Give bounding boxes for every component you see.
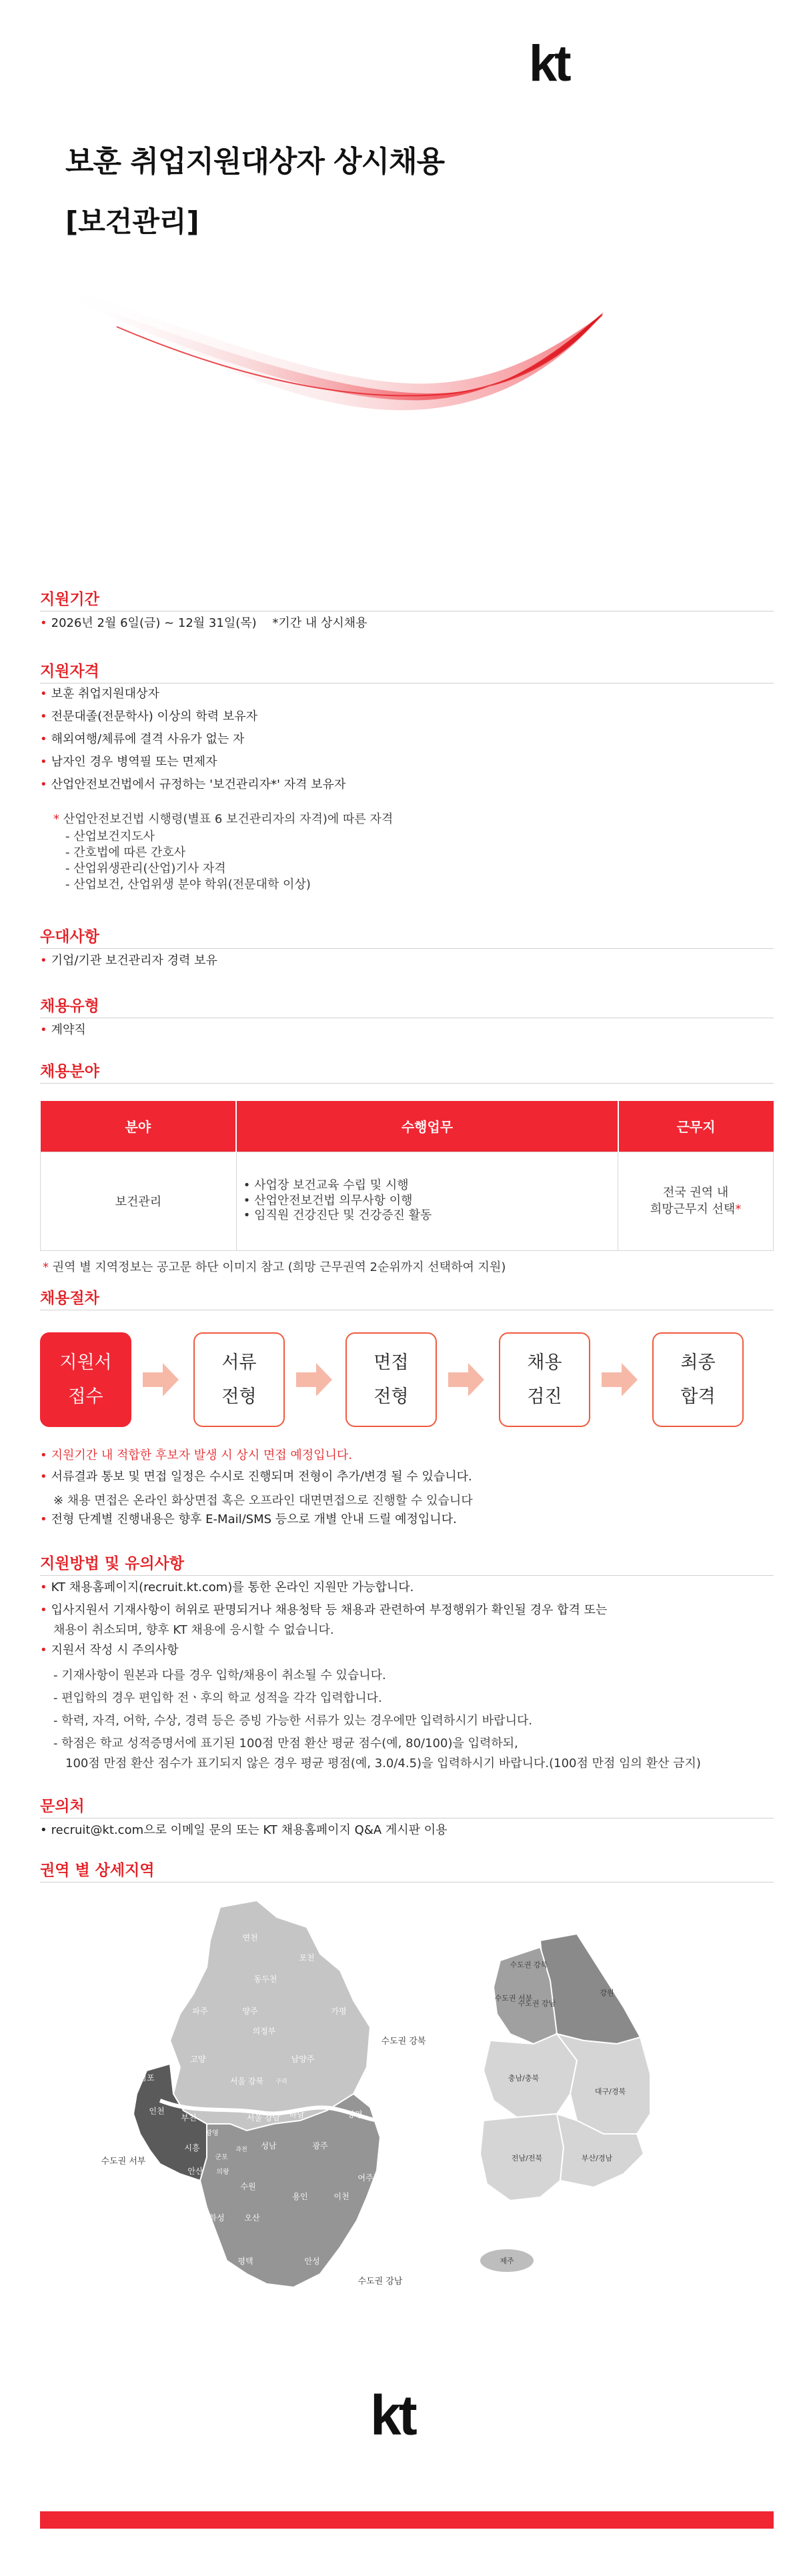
contact-text: • recruit@kt.com으로 이메일 문의 또는 KT 채용홈페이지 Q&A 게시판 이용	[40, 1823, 448, 1837]
table-row	[41, 1152, 774, 1250]
section-title-regions: 권역 별 상세지역	[40, 1862, 155, 1879]
method-item: - 기재사항이 원본과 다를 경우 입학/채용이 취소될 수 있습니다.	[53, 1668, 386, 1682]
zone-label-south: 수도권 강남	[357, 2277, 403, 2287]
map-label: 광명	[205, 2130, 219, 2137]
map-label: 성남	[261, 2141, 277, 2151]
map-label: 수원	[240, 2182, 256, 2191]
capital-region-map	[101, 1900, 480, 2327]
section-title-preference: 우대사항	[40, 928, 99, 946]
map-label: 안성	[304, 2257, 320, 2266]
map-label: 수도권 강북	[510, 1961, 548, 1969]
table-cell-location: 전국 권역 내 희망근무지 선택*	[618, 1152, 774, 1250]
duty-item: • 임직원 건강진단 및 건강증진 활동	[243, 1208, 432, 1223]
preference-item: • 기업/기관 보건관리자 경력 보유	[40, 954, 217, 968]
qualification-footnote-item: - 산업위생관리(산업)기사 자격	[65, 862, 226, 876]
kt-logo-bottom	[370, 2384, 415, 2447]
korea-region-map	[477, 1934, 697, 2281]
map-label: 화성	[209, 2213, 225, 2223]
zone-label-north: 수도권 강북	[381, 2037, 426, 2047]
zone-label-west: 수도권 서부	[101, 2157, 146, 2167]
arrow-right-icon	[602, 1363, 638, 1396]
section-divider	[40, 1575, 774, 1576]
qualification-item: • 전문대졸(전문학사) 이상의 학력 보유자	[40, 710, 258, 724]
map-label: 양주	[242, 2007, 258, 2016]
map-label: 고양	[190, 2055, 206, 2064]
map-label: 하남	[289, 2110, 305, 2119]
process-note: • 전형 단계별 진행내용은 향후 E-Mail/SMS 등으로 개별 안내 드릴 예정입니다.	[40, 1512, 457, 1526]
method-item: - 편입학의 경우 편입학 전ㆍ후의 학교 성적을 각각 입력합니다.	[53, 1691, 382, 1705]
arrow-right-icon	[448, 1363, 484, 1396]
period-date: 2026년 2월 6일(금) ~ 12월 31일(목)	[51, 616, 257, 630]
arrow-right-icon	[143, 1363, 179, 1396]
qualification-footnote-item: - 산업보건, 산업위생 분야 학위(전문대학 이상)	[65, 878, 311, 892]
footer-bar	[40, 2511, 774, 2529]
page-subtitle: [보건관리]	[65, 205, 199, 238]
map-label: 전남/전북	[511, 2154, 543, 2163]
kt-logo	[529, 35, 569, 92]
qualification-item: • 보훈 취업지원대상자	[40, 687, 159, 701]
method-item: • 지원서 작성 시 주의사항	[40, 1643, 179, 1657]
map-label: 구리	[275, 2079, 287, 2085]
table-header-location: 근무지	[618, 1101, 774, 1152]
page-title: 보훈 취업지원대상자 상시채용	[65, 145, 445, 179]
method-item: • KT 채용홈페이지(recruit.kt.com)를 통한 온라인 지원만 가능합니다.	[40, 1580, 414, 1594]
map-label: 수도권 서부	[494, 1994, 533, 2003]
map-label: 안산	[187, 2167, 203, 2176]
section-title-contact: 문의처	[40, 1798, 85, 1815]
method-item: • 입사지원서 기재사항이 허위로 판명되거나 채용청탁 등 채용과 관련하여 부정행위가 확인될 경우 합격 또는	[40, 1603, 608, 1617]
map-label: 제주	[500, 2257, 514, 2265]
section-title-process: 채용절차	[40, 1290, 99, 1307]
map-label: 인천	[149, 2107, 165, 2116]
table-header-field: 분야	[41, 1101, 237, 1152]
map-label: 의정부	[252, 2027, 276, 2036]
kt-logo-text: kt	[529, 35, 569, 92]
method-item: - 학점은 학교 성적증명서에 표기된 100점 만점 환산 평균 점수(예, 80/100)을 입력하되,	[53, 1736, 518, 1750]
map-label: 여주	[357, 2173, 373, 2183]
map-label: 평택	[237, 2257, 253, 2266]
table-cell-duty	[236, 1152, 618, 1250]
map-label: 용인	[292, 2192, 308, 2201]
duty-item: • 사업장 보건교육 수립 및 시행	[243, 1178, 409, 1193]
qualification-footnote-item: - 간호법에 따른 간호사	[65, 846, 186, 860]
kt-logo-text: kt	[370, 2384, 415, 2447]
method-item: 채용이 취소되며, 향후 KT 채용에 응시할 수 없습니다.	[53, 1623, 334, 1637]
qualification-item: • 산업안전보건법에서 규정하는 '보건관리자*' 자격 보유자	[40, 778, 346, 792]
map-label: 강원	[600, 1989, 614, 1997]
arrow-right-icon	[296, 1363, 332, 1396]
qualification-item: • 해외여행/체류에 결격 사유가 없는 자	[40, 732, 245, 746]
table-cell-field: 보건관리	[41, 1152, 237, 1250]
section-title-field: 채용분야	[40, 1063, 99, 1080]
employment-type-item: • 계약직	[40, 1023, 86, 1037]
jobs-table	[40, 1101, 774, 1251]
section-title-method: 지원방법 및 유의사항	[40, 1555, 184, 1572]
process-step-document: 서류 전형	[193, 1332, 285, 1427]
process-step-interview: 면접 전형	[345, 1332, 437, 1427]
bullet-icon: •	[40, 616, 47, 630]
map-label: 포천	[299, 1953, 315, 1963]
map-label: 김포	[139, 2073, 155, 2083]
field-note: * 권역 별 지역정보는 공고문 하단 이미지 참고 (희망 근무권역 2순위까지 선택하여 지원)	[43, 1260, 506, 1274]
qualification-item: • 남자인 경우 병역필 또는 면제자	[40, 755, 217, 769]
map-label: 광주	[312, 2141, 328, 2151]
process-step-apply: 지원서 접수	[40, 1332, 131, 1427]
map-label: 수도권 강남	[518, 1999, 556, 2008]
process-note: • 서류결과 통보 및 면접 일정은 수시로 진행되며 전형이 추가/변경 될 수 있습니다.	[40, 1470, 472, 1484]
section-title-qualification: 지원자격	[40, 663, 99, 680]
period-text	[40, 616, 367, 631]
method-item: - 학력, 자격, 어학, 수상, 경력 등은 증빙 가능한 서류가 있는 경우에만 입력하시기 바랍니다.	[53, 1714, 533, 1728]
map-label: 의왕	[216, 2169, 229, 2176]
map-label: 동두천	[253, 1975, 277, 1984]
table-header-row	[41, 1101, 774, 1152]
process-step-checkup: 채용 검진	[499, 1332, 590, 1427]
section-divider	[40, 683, 774, 684]
table-header-duty: 수행업무	[236, 1101, 618, 1152]
map-label: 부산/경남	[581, 2154, 613, 2163]
map-label: 시흥	[184, 2143, 200, 2153]
section-title-employment-type: 채용유형	[40, 998, 99, 1015]
section-divider	[40, 1083, 774, 1084]
map-label: 서울 강북	[229, 2077, 264, 2086]
map-label: 가평	[331, 2007, 347, 2016]
map-label: 이천	[333, 2192, 349, 2201]
map-label: 부천	[181, 2113, 197, 2123]
map-label: 군포	[215, 2154, 228, 2161]
map-label: 파주	[192, 2007, 208, 2016]
map-label: 남양주	[291, 2055, 315, 2064]
map-label: 대구/경북	[594, 2087, 626, 2096]
map-label: 충남/충북	[508, 2074, 540, 2083]
qualification-footnote-title: * 산업안전보건법 시행령(별표 6 보건관리자의 자격)에 따른 자격	[53, 812, 393, 826]
section-title-period: 지원기간	[40, 591, 99, 608]
duty-item: • 산업안전보건법 의무사항 이행	[243, 1193, 413, 1208]
process-note: ※ 채용 면접은 온라인 화상면접 혹은 오프라인 대면면접으로 진행할 수 있습니다	[53, 1494, 473, 1508]
map-label: 과천	[235, 2147, 247, 2153]
map-label: 서울 강남	[246, 2113, 281, 2123]
section-divider	[40, 948, 774, 949]
map-label: 오산	[244, 2213, 260, 2223]
qualification-footnote-item: - 산업보건지도사	[65, 830, 155, 844]
map-label: 양평	[347, 2110, 363, 2119]
method-item: 100점 만점 환산 점수가 표기되지 않은 경우 평균 평점(예, 3.0/4.5)을 입력하시기 바랍니다.(100점 만점 임의 환산 금지)	[65, 1756, 701, 1770]
map-label: 연천	[242, 1933, 258, 1943]
process-note: • 지원기간 내 적합한 후보자 발생 시 상시 면접 예정입니다.	[40, 1448, 353, 1462]
decorative-swoosh	[37, 267, 610, 440]
process-step-final: 최종 합격	[652, 1332, 744, 1427]
period-note: *기간 내 상시채용	[272, 616, 367, 630]
